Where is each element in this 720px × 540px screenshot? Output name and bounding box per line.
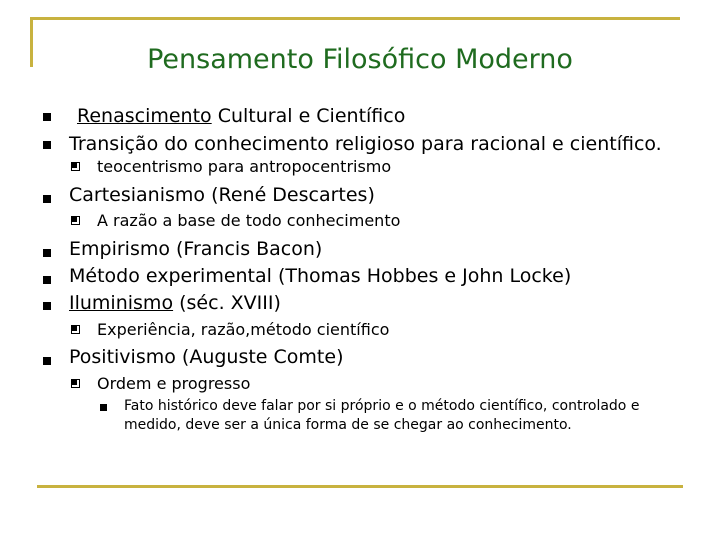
list-item-metodo-experimental: Método experimental (Thomas Hobbes e John Locke) xyxy=(69,265,572,287)
bullet-square-icon xyxy=(43,249,51,257)
bullet-square-icon xyxy=(43,357,51,365)
sub-item-experiencia: Experiência, razão,método científico xyxy=(97,320,390,339)
frame-bottom-line xyxy=(37,485,683,488)
list-item-transicao: Transição do conhecimento religioso para racional e científico. xyxy=(69,133,662,155)
list-item-positivismo: Positivismo (Auguste Comte) xyxy=(69,346,344,368)
list-item-cartesianismo: Cartesianismo (René Descartes) xyxy=(69,184,375,206)
hollow-square-bullet-icon xyxy=(71,379,80,388)
list-item-renascimento: Renascimento Cultural e Científico xyxy=(77,105,406,127)
hollow-square-bullet-icon xyxy=(71,325,80,334)
list-item-empirismo: Empirismo (Francis Bacon) xyxy=(69,238,323,260)
list-item-iluminismo: Iluminismo (séc. XVIII) xyxy=(69,292,281,314)
bullet-square-icon xyxy=(43,113,51,121)
renascimento-link[interactable]: Renascimento xyxy=(77,105,212,127)
bullet-square-icon xyxy=(43,141,51,149)
sub-item-ordem-progresso: Ordem e progresso xyxy=(97,374,251,393)
bullet-square-icon xyxy=(43,195,51,203)
bullet-square-icon xyxy=(43,302,51,310)
sub-sub-item-fato-historico: Fato histórico deve falar por si próprio e o método científico, controlado e medido, deve ser a única forma de se chegar ao conhecimento. xyxy=(124,398,640,433)
slide-title: Pensamento Filosófico Moderno xyxy=(147,44,573,75)
iluminismo-link[interactable]: Iluminismo xyxy=(69,292,174,314)
small-square-bullet-icon xyxy=(100,404,107,411)
sub-item-teocentrismo: teocentrismo para antropocentrismo xyxy=(97,157,392,176)
bullet-square-icon xyxy=(43,276,51,284)
hollow-square-bullet-icon xyxy=(71,162,80,171)
hollow-square-bullet-icon xyxy=(71,216,80,225)
frame-top-line xyxy=(30,17,680,20)
sub-item-razao: A razão a base de todo conhecimento xyxy=(97,211,401,230)
